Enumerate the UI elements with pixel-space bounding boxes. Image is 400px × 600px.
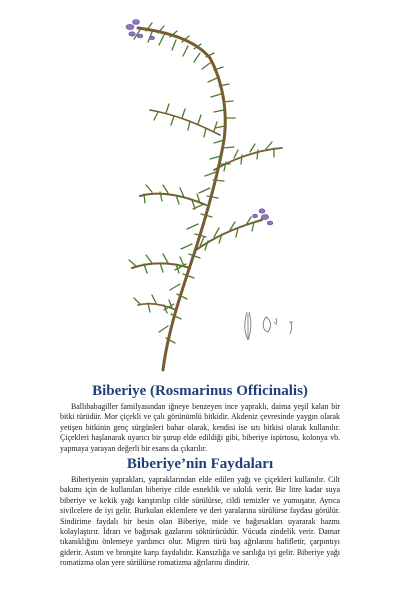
benefits-paragraph: Biberiyenin yaprakları, yapraklarından elde edilen yağı ve çiçekleri kullanılır. Cilt bakımı için de kullanılan biberiye cilde esneklik ve sıkılık verir. Bir litre kadar suya biberiye ve kekik yağı karıştırılıp cilde sürülürse, cildi temizler ve yumuşatır. Ayrıca sivilcelere de iyi gelir. Burkulan eklemlere ve deri yaralarına sürülürse faydası görülür. Sindirime faydalı bir besin olan Biberiye, mide ve bağırsakları uyararak hazmı kolaylaştırır. İdrarı ve bağırsak gazlarını söktürücüdür. Vücuda zindelik verir. Damar tıkanıklığını önlemeye yardımcı olur. Migren türü baş ağrılarını hafifletir, çarpıntıyı giderir. Astım ve bronşite karşı faydalıdır. Kansızlığa ve sarılığa iyi gelir. Biberiye yağı romatizma olan yere sürülürse romatizma ağrılarını dindirir.: [60, 475, 340, 568]
page-title: Biberiye (Rosmarinus Officinalis): [92, 383, 308, 399]
benefits-heading: Biberiye’nin Faydaları: [126, 456, 274, 473]
botanical-detail-sketches: [245, 312, 293, 340]
intro-paragraph: Ballıbabagiller familyasından iğneye benzeyen ince yapraklı, daima yeşil kalan bir bitki türüdür. Mor çiçekli ve çalı görünümlü bitkidir. Akdeniz çevresinde yaygın olarak yetişen bitkinin genç sürgünleri bahar olarak, kendisi ise sıtı bitkisi olarak kullanılır. Çiçekleri haşlanarak uyarıcı bir şurup elde edildiği gibi, biberiye ispirtosu, kolonya vb. yapmaya yarayan değerli bir esans da çıkarılır.: [60, 402, 340, 453]
rosemary-leaves: [129, 23, 274, 343]
rosemary-stem: [132, 28, 282, 370]
article: [60, 383, 340, 569]
